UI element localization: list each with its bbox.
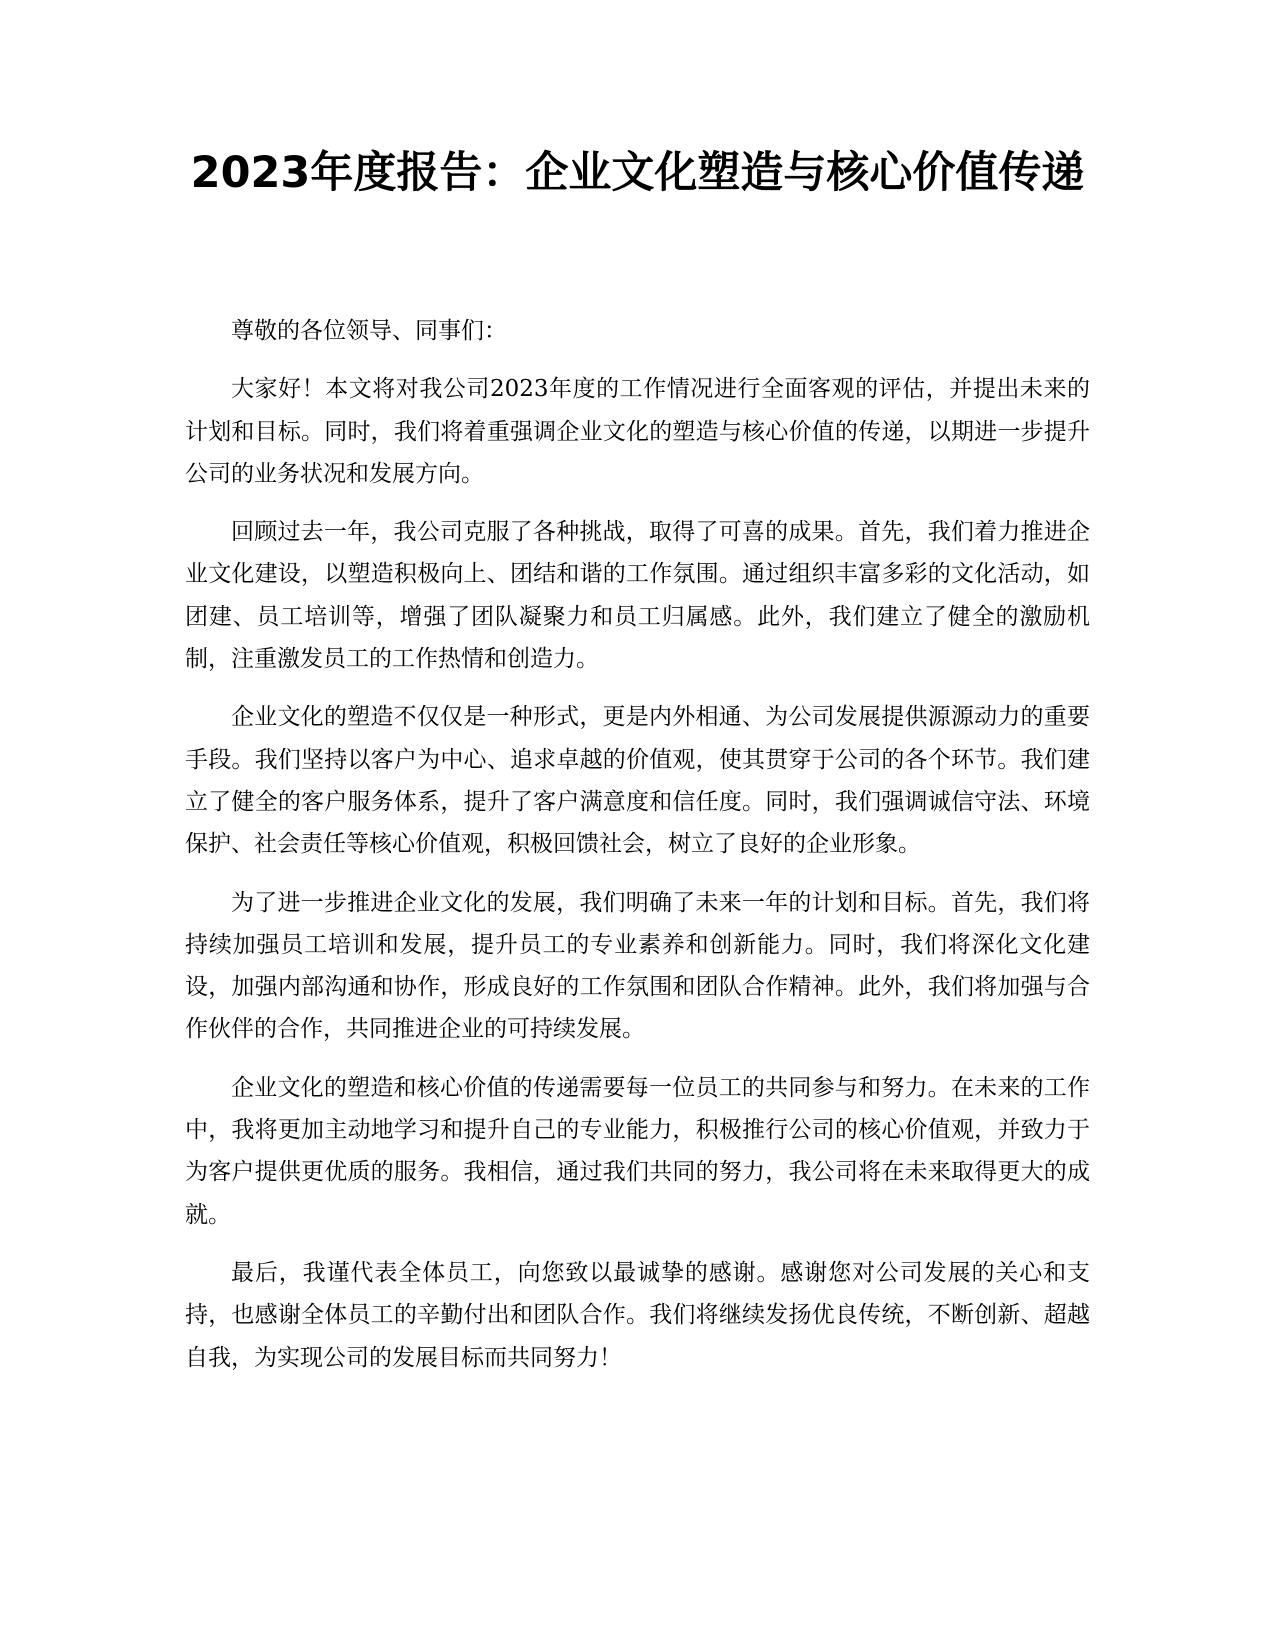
paragraph: 企业文化的塑造和核心价值的传递需要每一位员工的共同参与和努力。在未来的工作中，我将更加主动地学习和提升自己的专业能力，积极推行公司的核心价值观，并致力于为客户提供更优质的服务。我相信，通过我们共同的努力，我公司将在未来取得更大的成就。	[185, 1074, 1090, 1228]
paragraph: 大家好！本文将对我公司2023年度的工作情况进行全面客观的评估，并提出未来的计划和目标。同时，我们将着重强调企业文化的塑造与核心价值的传递，以期进一步提升公司的业务状况和发展方向。	[185, 376, 1090, 487]
document-title: 2023年度报告：企业文化塑造与核心价值传递	[190, 148, 1085, 198]
paragraph: 为了进一步推进企业文化的发展，我们明确了未来一年的计划和目标。首先，我们将持续加强员工培训和发展，提升员工的专业素养和创新能力。同时，我们将深化文化建设，加强内部沟通和协作，形成良好的工作氛围和团队合作精神。此外，我们将加强与合作伙伴的合作，共同推进企业的可持续发展。	[185, 889, 1090, 1043]
document-body	[185, 310, 1090, 1395]
paragraph: 回顾过去一年，我公司克服了各种挑战，取得了可喜的成果。首先，我们着力推进企业文化建设，以塑造积极向上、团结和谐的工作氛围。通过组织丰富多彩的文化活动，如团建、员工培训等，增强了团队凝聚力和员工归属感。此外，我们建立了健全的激励机制，注重激发员工的工作热情和创造力。	[185, 519, 1090, 673]
paragraph: 企业文化的塑造不仅仅是一种形式，更是内外相通、为公司发展提供源源动力的重要手段。我们坚持以客户为中心、追求卓越的价值观，使其贯穿于公司的各个环节。我们建立了健全的客户服务体系，提升了客户满意度和信任度。同时，我们强调诚信守法、环境保护、社会责任等核心价值观，积极回馈社会，树立了良好的企业形象。	[185, 704, 1090, 858]
salutation: 尊敬的各位领导、同事们：	[231, 318, 507, 344]
paragraph: 最后，我谨代表全体员工，向您致以最诚挚的感谢。感谢您对公司发展的关心和支持，也感谢全体员工的辛勤付出和团队合作。我们将继续发扬优良传统，不断创新、超越自我，为实现公司的发展目标而共同努力！	[185, 1259, 1090, 1371]
